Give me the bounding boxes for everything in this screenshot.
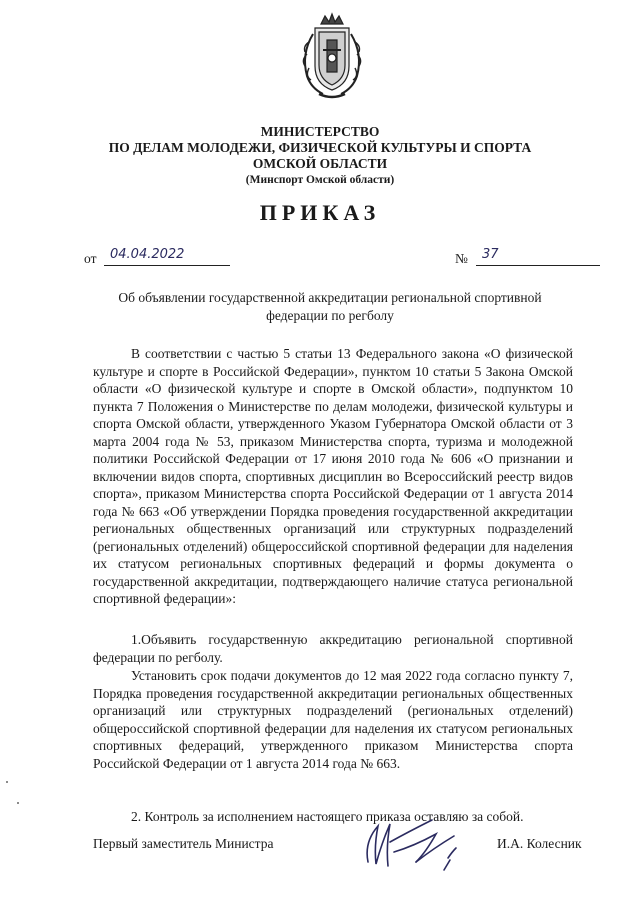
org-short-name: (Минспорт Омской области) (245, 174, 395, 186)
clause-2-paragraph: 2. Контроль за исполнением настоящего приказа оставляю за собой. (131, 809, 524, 824)
signatory-position: Первый заместитель Министра (93, 836, 274, 851)
scan-speck (17, 802, 19, 804)
deadline-paragraph: Установить срок подачи документов до 12 мая 2022 года согласно пункту 7, Порядка проведения государственной аккредитации региональных общественных организаций или структурных подразделений (региональных отделений) общероссийской спортивной федерации для наделения их статусом региональных спортивных федераций, утвержденного приказом Министерства спорта Российской Федерации от 1 августа 2014 года № 663. (93, 668, 573, 771)
number-label: № (455, 251, 468, 266)
date-underline (104, 265, 230, 266)
coat-of-arms-emblem (297, 10, 367, 102)
signatory-name: И.А. Колесник (497, 836, 582, 851)
clause-1-paragraph: 1.Объявить государственную аккредитацию региональной спортивной федерации по регболу. (93, 632, 573, 665)
number-value-handwritten: 37 (482, 247, 499, 262)
org-name-line2: ПО ДЕЛАМ МОЛОДЕЖИ, ФИЗИЧЕСКОЙ КУЛЬТУРЫ И СПОРТА (108, 140, 532, 155)
handwritten-signature (356, 812, 466, 874)
date-value-handwritten: 04.04.2022 (110, 247, 185, 262)
org-name-line3: ОМСКОЙ ОБЛАСТИ (252, 156, 388, 171)
date-label: от (84, 251, 97, 266)
number-underline (476, 265, 600, 266)
order-subject: Об объявлении государственной аккредитации региональной спортивной федерации по регболу (118, 290, 542, 323)
preamble-paragraph: В соответствии с частью 5 статьи 13 Федерального закона «О физической культуре и спорте в Российской Федерации», пунктом 10 статьи 5 Закона Омской области «О физической культуре и спорте в Омской области», подпунктом 10 пункта 7 Положения о Министерстве по делам молодежи, физической культуры и спорта Омской области, утвержденного Указом Губернатора Омской области от 3 марта 2004 года № 53, приказом Министерства спорта, туризма и молодежной политики Российской Федерации от 17 июня 2010 года № 606 «О признании и включении видов спорта, спортивных дисциплин во Всероссийский реестр видов спорта», приказом Министерства спорта Российской Федерации от 1 августа 2014 года № 663 «Об утверждении Порядка проведения государственной аккредитации региональных общественных организаций или структурных подразделений (региональных отделений) общероссийской спортивной федерации для наделения их статусом региональных спортивных федераций и формы документа о государственной аккредитации, подтверждающего наличие статуса региональной спортивной федерации»: (93, 346, 573, 606)
document-type-title: ПРИКАЗ (259, 200, 381, 225)
org-name-line1: МИНИСТЕРСТВО (260, 124, 380, 139)
scan-speck (6, 781, 8, 783)
